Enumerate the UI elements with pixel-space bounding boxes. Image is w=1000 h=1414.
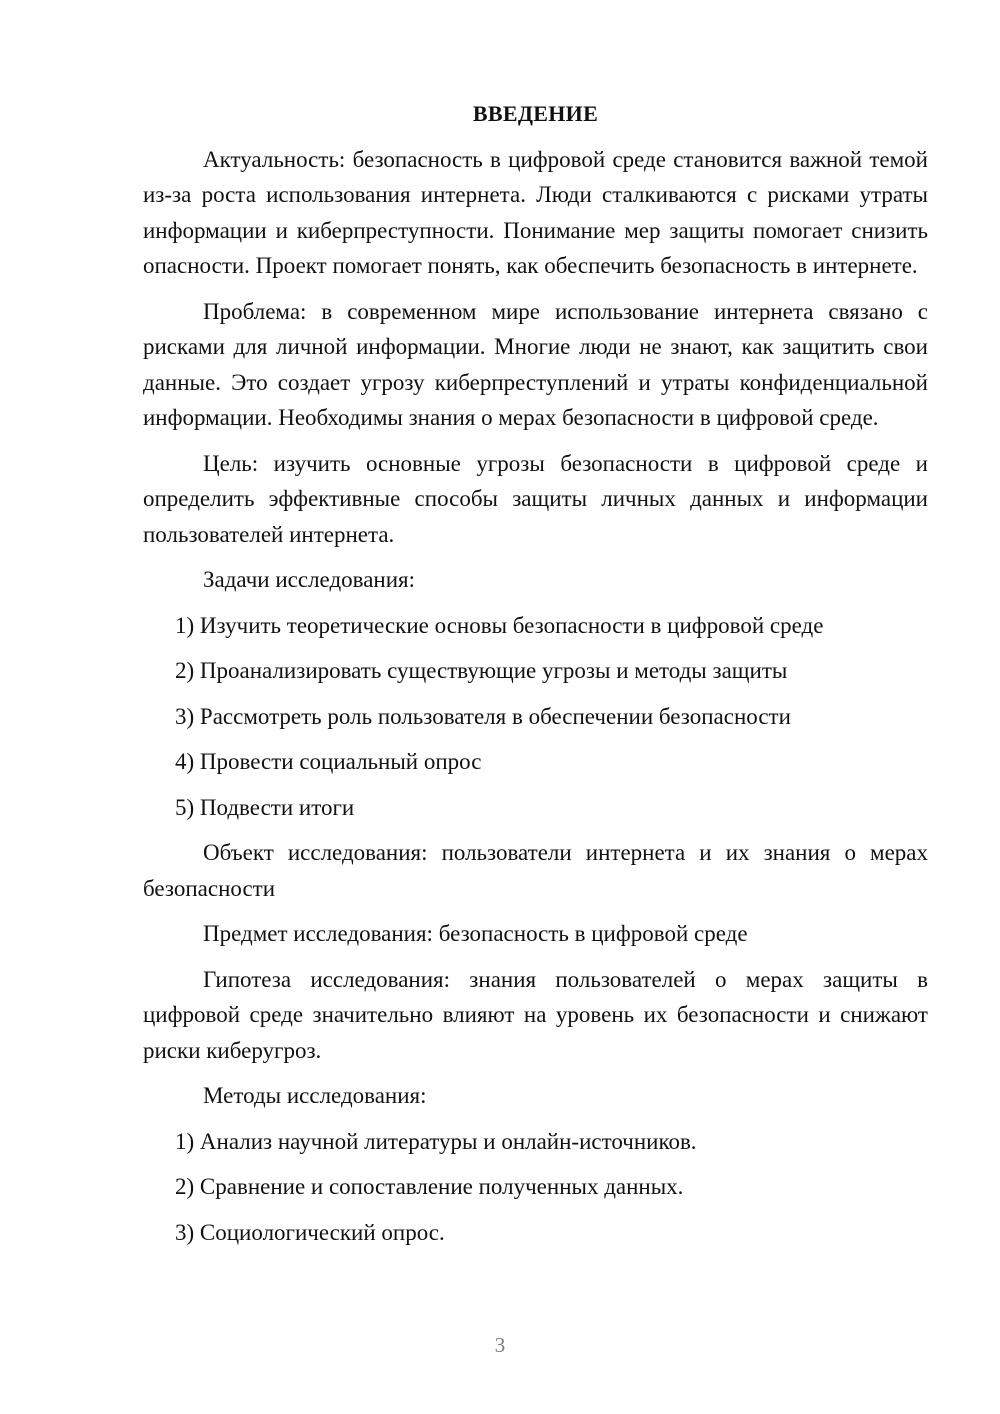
goal-paragraph: Цель: изучить основные угрозы безопасности в цифровой среде и определить эффективные способы защиты личных данных и информации пользователей интернета. bbox=[143, 450, 928, 547]
relevance-paragraph: Актуальность: безопасность в цифровой среде становится важной темой из-за роста использования интернета. Люди сталкиваются с рисками утраты информации и киберпреступности. Понимание мер защиты помогает снизить опасности. Проект помогает понять, как обеспечить безопасность в интернете. bbox=[143, 146, 928, 278]
methods-heading: Методы исследования: bbox=[203, 1083, 427, 1108]
list-item: 2) Сравнение и сопоставление полученных данных. bbox=[175, 1174, 684, 1199]
list-item: 1) Анализ научной литературы и онлайн-источников. bbox=[175, 1128, 697, 1154]
page-title: ВВЕДЕНИЕ bbox=[472, 101, 599, 126]
list-item: 4) Провести социальный опрос bbox=[175, 749, 482, 774]
page-number: 3 bbox=[494, 1333, 506, 1357]
methods-list bbox=[143, 1124, 928, 1251]
hypothesis-paragraph: Гипотеза исследования: знания пользователей о мерах защиты в цифровой среде значительно влияют на уровень их безопасности и снижают риски киберугроз. bbox=[143, 966, 928, 1063]
list-item: 3) Социологический опрос. bbox=[175, 1219, 445, 1245]
tasks-list bbox=[143, 608, 928, 826]
subject-paragraph: Предмет исследования: безопасность в цифровой среде bbox=[203, 921, 748, 946]
list-item: 3) Рассмотреть роль пользователя в обеспечении безопасности bbox=[175, 703, 791, 729]
list-item: 1) Изучить теоретические основы безопасности в цифровой среде bbox=[175, 612, 824, 638]
document-page bbox=[143, 96, 928, 1260]
problem-paragraph: Проблема: в современном мире использование интернета связано с рисками для личной информации. Многие люди не знают, как защитить свои данные. Это создает угрозу киберпреступлений и утраты конфиденциальной информации. Необходимы знания о мерах безопасности в цифровой среде. bbox=[143, 298, 928, 430]
list-item: 5) Подвести итоги bbox=[175, 794, 355, 820]
tasks-heading: Задачи исследования: bbox=[203, 567, 416, 592]
object-paragraph: Объект исследования: пользователи интернета и их знания о мерах безопасности bbox=[143, 840, 928, 901]
list-item: 2) Проанализировать существующие угрозы и методы защиты bbox=[175, 658, 788, 683]
